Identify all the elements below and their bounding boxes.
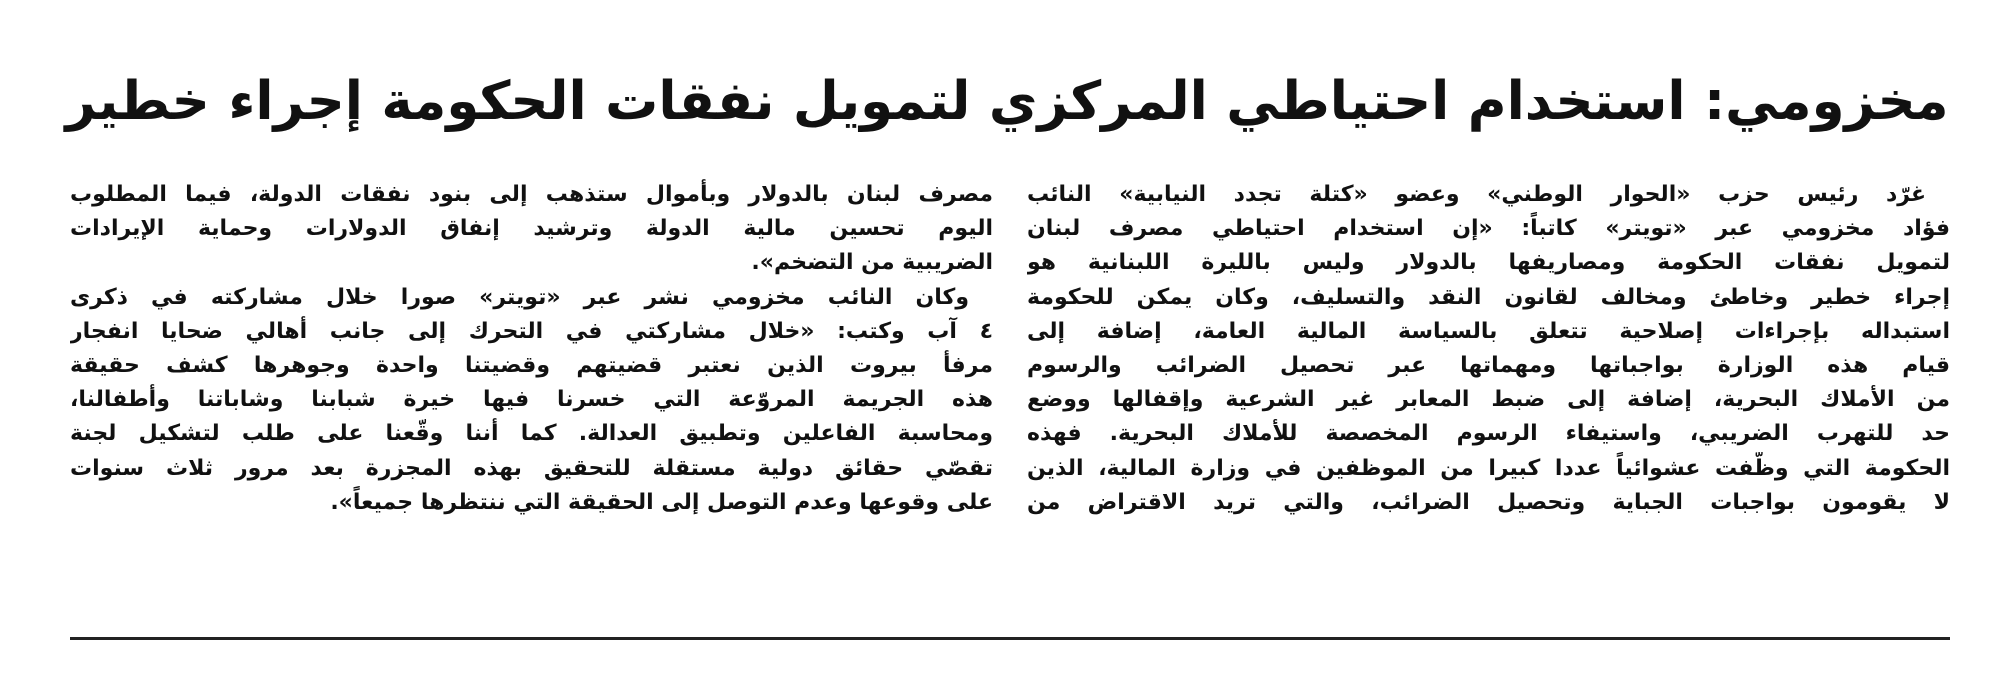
headline: مخزومي: استخدام احتياطي المركزي لتمويل نفقات الحكومة إجراء خطير xyxy=(65,71,1949,132)
text-line: ٤ آب وكتب: «خلال مشاركتي في التحرك إلى جانب أهالي ضحايا انفجار xyxy=(70,318,993,344)
text-line: على وقوعها وعدم التوصل إلى الحقيقة التي ننتظرها جميعاً». xyxy=(330,489,993,515)
text-line: قيام هذه الوزارة بواجباتها ومهماتها عبر تحصيل الضرائب والرسوم xyxy=(1027,352,1950,378)
text-line: وكان النائب مخزومي نشر عبر «تويتر» صورا خلال مشاركته في ذكرى xyxy=(70,284,969,310)
text-line: هذه الجريمة المروّعة التي خسرنا فيها خيرة شبابنا وشاباتنا وأطفالنا، xyxy=(70,387,993,413)
text-line: مصرف لبنان بالدولار وبأموال ستذهب إلى بنود نفقات الدولة، فيما المطلوب xyxy=(70,182,993,207)
text-line: استبداله بإجراءات إصلاحية تتعلق بالسياسة المالية العامة، إضافة إلى xyxy=(1027,318,1950,344)
text-line: لا يقومون بواجبات الجباية وتحصيل الضرائب، والتي تريد الاقتراض من xyxy=(1027,489,1950,515)
article-column-left xyxy=(70,178,993,520)
text-line: من الأملاك البحرية، إضافة إلى ضبط المعابر غير الشرعية وإقفالها ووضع xyxy=(1027,387,1950,413)
text-line: حد للتهرب الضريبي، واستيفاء الرسوم المخصصة للأملاك البحرية. فهذه xyxy=(1027,421,1950,447)
bottom-divider xyxy=(70,637,1950,640)
text-line: الحكومة التي وظّفت عشوائياً عددا كبيرا من الموظفين في وزارة المالية، الذين xyxy=(1027,455,1950,481)
text-line: مرفأ بيروت الذين نعتبر قضيتهم وقضيتنا واحدة وجوهرها كشف حقيقة xyxy=(70,352,993,378)
text-line: ومحاسبة الفاعلين وتطبيق العدالة. كما أننا وقّعنا على طلب لتشكيل لجنة xyxy=(70,421,993,447)
article-column-right xyxy=(1027,178,1950,520)
text-line: اليوم تحسين مالية الدولة وترشيد إنفاق الدولارات وحماية الإيرادات xyxy=(70,216,993,242)
text-line: إجراء خطير وخاطئ ومخالف لقانون النقد والتسليف، وكان يمكن للحكومة xyxy=(1027,284,1950,310)
text-line: تقصّي حقائق دولية مستقلة للتحقيق بهذه المجزرة بعد مرور ثلاث سنوات xyxy=(70,455,993,481)
text-line: فؤاد مخزومي عبر «تويتر» كاتباً: «إن استخدام احتياطي مصرف لبنان xyxy=(1027,216,1950,242)
text-line: غرّد رئيس حزب «الحوار الوطني» وعضو «كتلة تجدد النيابية» النائب xyxy=(1027,182,1926,207)
text-line: الضريبية من التضخم». xyxy=(751,250,993,276)
text-line: لتمويل نفقات الحكومة ومصاريفها بالدولار وليس بالليرة اللبنانية هو xyxy=(1027,250,1950,276)
